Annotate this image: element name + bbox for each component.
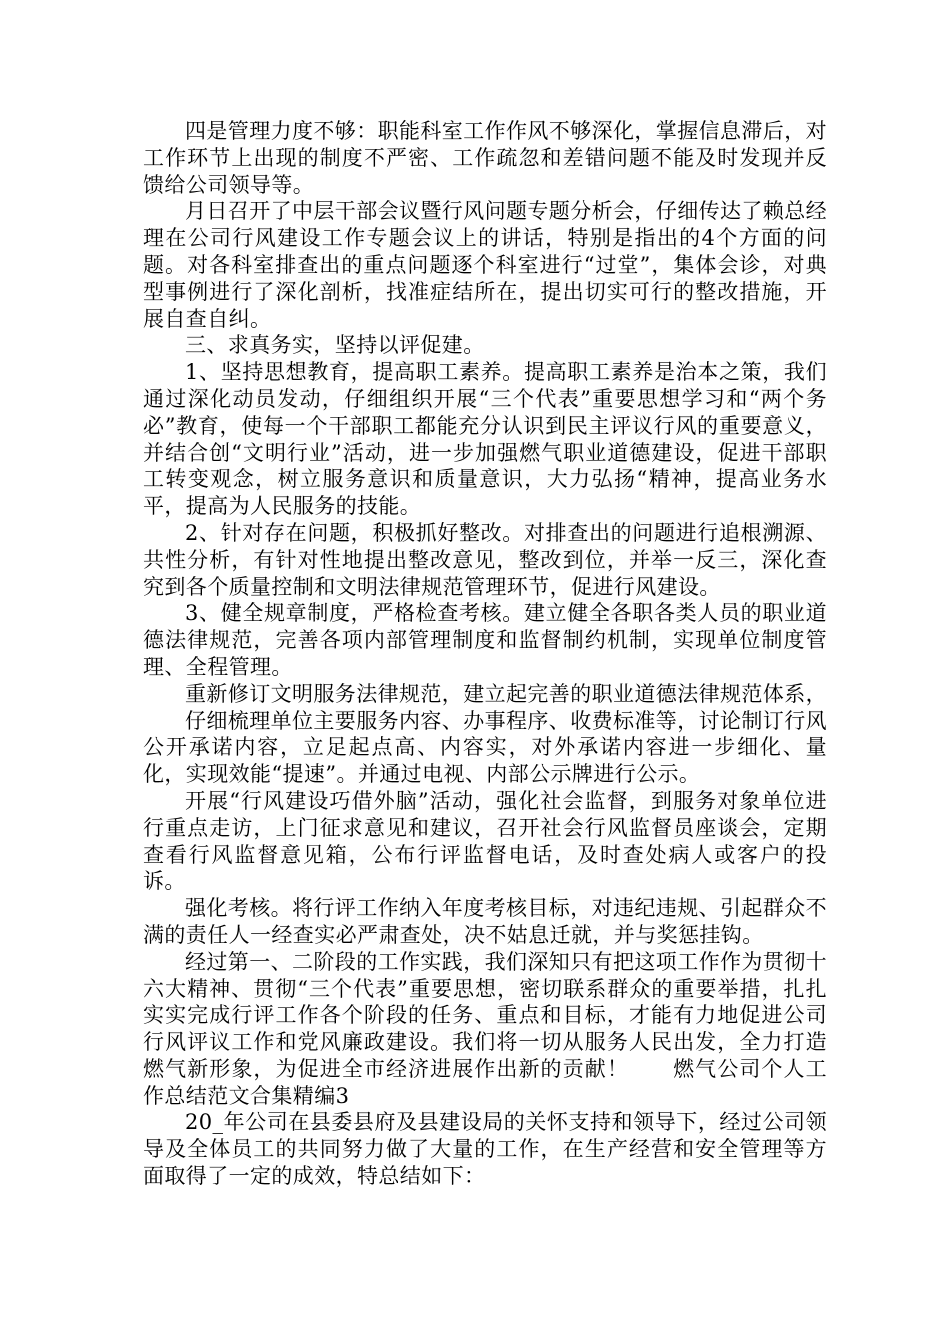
paragraph-assessment: 强化考核。将行评工作纳入年度考核目标，对违纪违规、引起群众不满的责任人一经查实必严肃查处，决不姑息迁就，并与奖惩挂钩。	[143, 896, 827, 947]
paragraph-external-supervision: 开展“行风建设巧借外脑”活动，强化社会监督，到服务对象单位进行重点走访，上门征求意见和建议，召开社会行风监督员座谈会，定期查看行风监督意见箱，公布行评监督电话，及时查处病人或客户的投诉。	[143, 788, 827, 894]
paragraph-annual-summary-intro: 20_年公司在县委县府及县建设局的关怀支持和领导下，经过公司领导及全体员工的共同努力做了大量的工作，在生产经营和安全管理等方面取得了一定的成效，特总结如下：	[143, 1110, 827, 1189]
paragraph-conclusion: 经过第一、二阶段的工作实践，我们深知只有把这项工作作为贯彻十六大精神、贯彻“三个代表”重要思想，密切联系群众的重要举措，扎扎实实完成行评工作各个阶段的任务、重点和目标，才能有力地促进公司行风评议工作和党风廉政建设。我们将一切从服务人民出发，全力打造燃气新形象，为促进全市经济进展作出新的贡献！ 燃气公司个人工作总结范文合集精编3	[143, 949, 827, 1108]
document-body	[143, 118, 827, 1190]
paragraph-rectification: 2、针对存在问题，积极抓好整改。对排查出的问题进行追根溯源、共性分析，有针对性地提出整改意见，整改到位，并举一反三，深化查究到各个质量控制和文明法律规范管理环节，促进行风建设。	[143, 520, 827, 599]
paragraph-revise-norms: 重新修订文明服务法律规范，建立起完善的职业道德法律规范体系，	[185, 681, 827, 706]
section-heading-three: 三、求真务实，坚持以评促建。	[185, 333, 485, 358]
paragraph-analysis-meeting: 月日召开了中层干部会议暨行风问题专题分析会，仔细传达了赖总经理在公司行风建设工作专题会议上的讲话，特别是指出的4个方面的问题。对各科室排查出的重点问题逐个科室进行“过堂”，集体会诊，对典型事例进行了深化剖析，找准症结所在，提出切实可行的整改措施，开展自查自纠。	[143, 199, 827, 331]
paragraph-management-weakness: 四是管理力度不够：职能科室工作作风不够深化，掌握信息滞后，对工作环节上出现的制度不严密、工作疏忽和差错问题不能及时发现并反馈给公司领导等。	[143, 119, 827, 197]
paragraph-ideological-education: 1、坚持思想教育，提高职工素养。提高职工素养是治本之策，我们通过深化动员发动，仔细组织开展“三个代表”重要思想学习和“两个务必”教育，使每一个干部职工都能充分认识到民主评议行风的重要意义，并结合创“文明行业”活动，进一步加强燃气职业道德建设，促进干部职工转变观念，树立服务意识和质量意识，大力弘扬“精神，提高业务水平，提高为人民服务的技能。	[143, 360, 827, 519]
paragraph-rules-system: 3、健全规章制度，严格检查考核。建立健全各职各类人员的职业道德法律规范，完善各项内部管理制度和监督制约机制，实现单位制度管理、全程管理。	[143, 601, 827, 679]
paragraph-public-commitment: 仔细梳理单位主要服务内容、办事程序、收费标准等，讨论制订行风公开承诺内容，立足起点高、内容实，对外承诺内容进一步细化、量化，实现效能“提速”。并通过电视、内部公示牌进行公示。	[143, 708, 827, 787]
